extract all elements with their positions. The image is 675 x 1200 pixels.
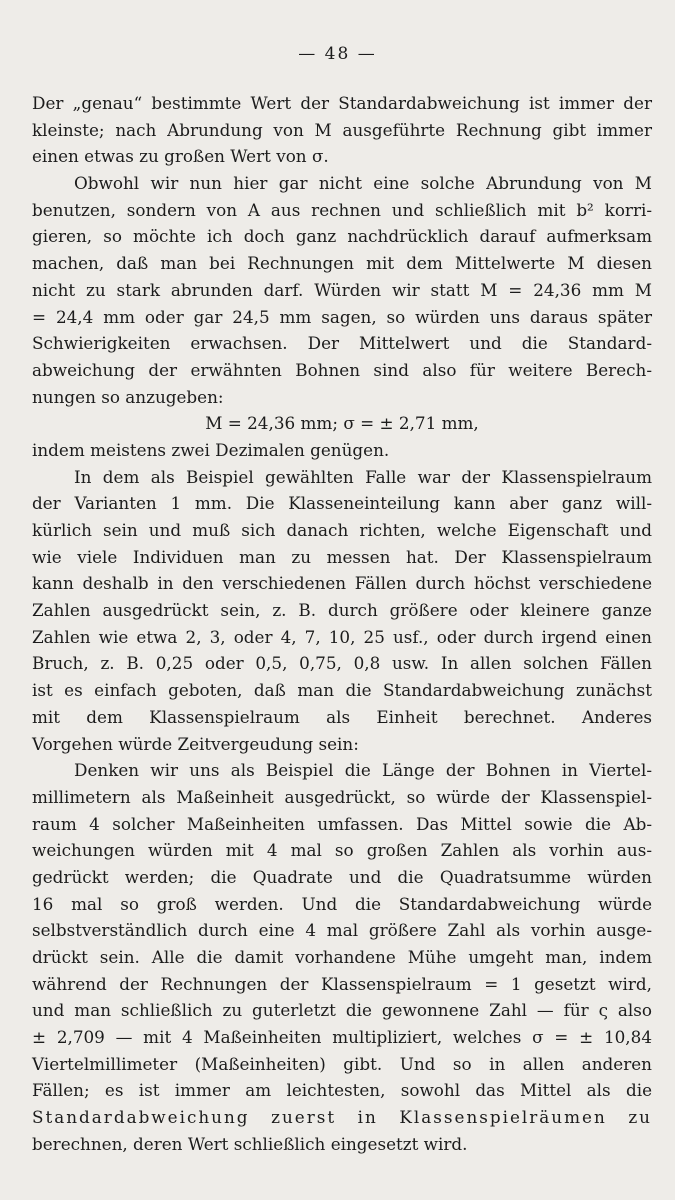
text-line: gedrückt werden; die Quadrate und die Quadratsumme würden [32,866,652,887]
text-line: millimetern als Maßeinheit ausgedrückt, so würde der Klassenspiel- [32,786,652,807]
text-line: der Varianten 1 mm. Die Klasseneinteilung kann aber ganz will- [32,493,652,514]
page-number: — 48 — [298,44,377,64]
text-line: nicht zu stark abrunden darf. Würden wir statt M = 24,36 mm M [32,279,652,300]
text-line: Bruch, z. B. 0,25 oder 0,5, 0,75, 0,8 usw. In allen solchen Fällen [32,653,652,674]
text-line: berechnen, deren Wert schließlich eingesetzt wird. [32,1133,468,1154]
text-line: gieren, so möchte ich doch ganz nachdrücklich darauf aufmerksam [32,226,652,247]
text-line: Der „genau“ bestimmte Wert der Standardabweichung ist immer der [32,93,652,113]
formula-line: M = 24,36 mm; σ = ± 2,71 mm, [205,413,479,434]
text-line: Viertelmillimeter (Maßeinheiten) gibt. Und so in allen anderen [32,1053,652,1074]
text-line: kürlich sein und muß sich danach richten, welche Eigenschaft und [32,520,652,540]
text-line: abweichung der erwähnten Bohnen sind also für weitere Berech- [32,359,652,380]
text-line: Vorgehen würde Zeitvergeudung sein: [32,733,359,754]
text-line: ± 2,709 — mit 4 Maßeinheiten multipliziert, welches σ = ± 10,84 [32,1027,652,1048]
text-line: 16 mal so groß werden. Und die Standardabweichung würde [32,893,652,914]
text-line: benutzen, sondern von A aus rechnen und schließlich mit b² korri- [32,199,652,220]
text-line: Denken wir uns als Beispiel die Länge der Bohnen in Viertel- [74,760,652,781]
text-line: drückt sein. Alle die damit vorhandene Mühe umgeht man, indem [32,947,652,967]
text-line: mit dem Klassenspielraum als Einheit berechnet. Anderes [32,706,652,727]
text-line: nungen so anzugeben: [32,386,224,407]
text-line: kleinste; nach Abrundung von M ausgeführte Rechnung gibt immer [32,119,652,140]
text-line: Fällen; es ist immer am leichtesten, sowohl das Mittel als die [32,1080,652,1101]
text-line: machen, daß man bei Rechnungen mit dem Mittelwerte M diesen [32,253,652,274]
text-line: Zahlen ausgedrückt sein, z. B. durch größere oder kleinere ganze [32,600,652,621]
text-line: Obwohl wir nun hier gar nicht eine solche Abrundung von M [74,173,652,194]
text-line: und man schließlich zu guterletzt die gewonnene Zahl — für ς also [32,1000,652,1021]
text-line: einen etwas zu großen Wert von σ. [32,146,329,167]
text-line: selbstverständlich durch eine 4 mal größere Zahl als vorhin ausge- [32,920,652,941]
text-line: wie viele Individuen man zu messen hat. Der Klassenspielraum [32,546,652,567]
text-line: Standardabweichung zuerst in Klassenspielräumen zu [32,1107,652,1128]
text-line: während der Rechnungen der Klassenspielraum = 1 gesetzt wird, [32,973,652,994]
text-line: ist es einfach geboten, daß man die Standardabweichung zunächst [32,680,652,701]
text-line: indem meistens zwei Dezimalen genügen. [32,439,390,460]
text-line: In dem als Beispiel gewählten Falle war der Klassenspielraum [74,466,652,487]
page-body [32,90,652,1158]
text-line: weichungen würden mit 4 mal so großen Zahlen als vorhin aus- [32,840,652,861]
text-line: Schwierigkeiten erwachsen. Der Mittelwert und die Standard- [32,333,652,354]
text-line: raum 4 solcher Maßeinheiten umfassen. Das Mittel sowie die Ab- [32,813,652,834]
text-line: Zahlen wie etwa 2, 3, oder 4, 7, 10, 25 usf., oder durch irgend einen [32,626,652,647]
text-line: kann deshalb in den verschiedenen Fällen durch höchst verschiedene [32,573,652,594]
text-line: = 24,4 mm oder gar 24,5 mm sagen, so würden uns daraus später [32,306,652,327]
